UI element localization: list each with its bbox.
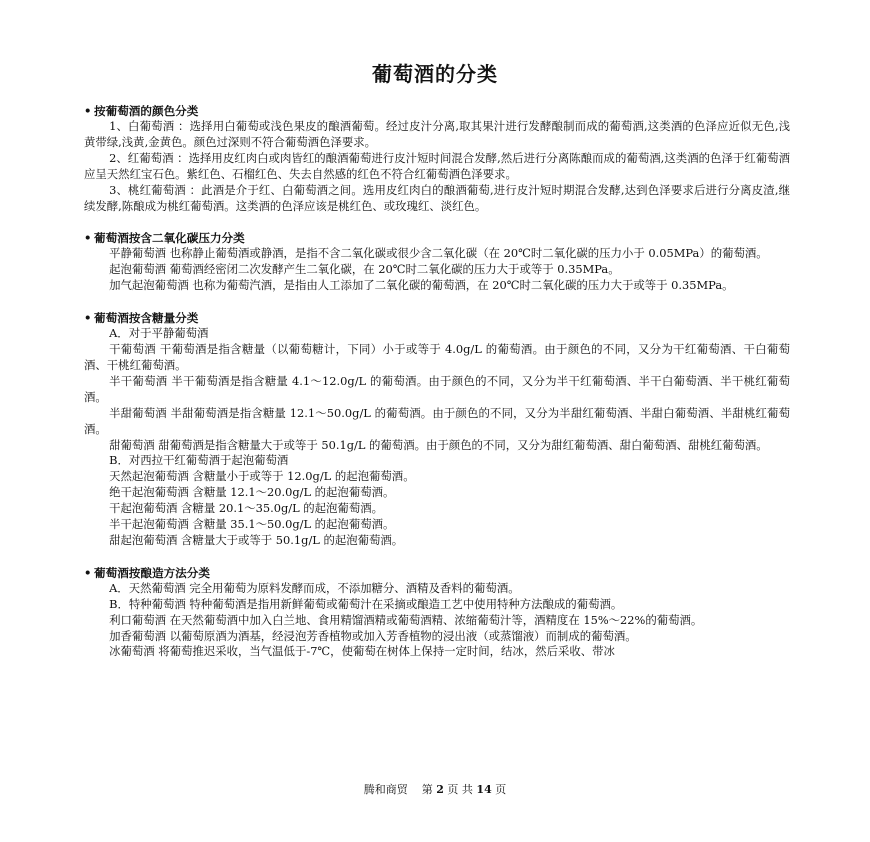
paragraph: 1、白葡萄酒 ：选择用白葡萄或浅色果皮的酿酒葡萄。经过皮汁分离,取其果汁进行发酵酿制而成的葡萄酒,这类酒的色泽应近似无色,浅黄带绿,浅黄,金黄色。颜色过深则不符合葡萄酒色泽要求。 [84,119,790,149]
footer-page-suffix: 页 [495,783,507,796]
paragraph: B．对西拉干红葡萄酒于起泡葡萄酒 [109,453,289,468]
paragraph: 甜葡萄酒 甜葡萄酒是指含糖量大于或等于 50.1g/L 的葡萄酒。由于颜色的不同，又分为甜红葡萄酒、甜白葡萄酒、甜桃红葡萄酒。 [109,437,768,452]
section-heading [84,310,790,326]
document-body [84,103,790,676]
section-color [84,103,790,214]
paragraph: 冰葡萄酒 将葡萄推迟采收，当气温低于-7℃，使葡萄在树体上保持一定时间，结冰，然后采收、带冰 [109,644,615,659]
paragraph: 利口葡萄酒 在天然葡萄酒中加入白兰地、食用精馏酒精或葡萄酒精、浓缩葡萄汁等，酒精度在 15%～22%的葡萄酒。 [109,612,703,627]
section-sugar [84,310,790,549]
section-method [84,565,790,661]
paragraph: 干葡萄酒 干葡萄酒是指含糖量（以葡萄糖计，下同）小于或等于 4.0g/L 的葡萄酒。由于颜色的不同，又分为干红葡萄酒、干白葡萄酒、干桃红葡萄酒。 [84,342,790,372]
paragraph: 平静葡萄酒 也称静止葡萄酒或静酒，是指不含二氧化碳或很少含二氧化碳（在 20℃时二氧化碳的压力小于 0.05MPa）的葡萄酒。 [109,246,768,261]
section-heading-text: 葡萄酒按酿造方法分类 [94,565,210,580]
section-heading [84,565,790,581]
bullet-icon: • [84,231,92,246]
paragraph: 绝干起泡葡萄酒 含糖量 12.1～20.0g/L 的起泡葡萄酒。 [109,485,395,500]
paragraph: 半干起泡葡萄酒 含糖量 35.1～50.0g/L 的起泡葡萄酒。 [109,517,395,532]
paragraph: A．天然葡萄酒 完全用葡萄为原料发酵而成，不添加糖分、酒精及香料的葡萄酒。 [109,580,520,595]
paragraph: 甜起泡葡萄酒 含糖量大于或等于 50.1g/L 的起泡葡萄酒。 [109,532,404,547]
paragraph: A．对于平静葡萄酒 [109,326,209,341]
bullet-icon: • [84,104,92,118]
paragraph: 加气起泡葡萄酒 也称为葡萄汽酒，是指由人工添加了二氧化碳的葡萄酒，在 20℃时二氧化碳的压力大于或等于 0.35MPa。 [109,278,734,293]
footer-company: 腾和商贸 [363,783,408,796]
paragraph: 3、桃红葡萄酒 ：此酒是介于红、白葡萄酒之间。选用皮红肉白的酿酒葡萄,进行皮汁短时期混合发酵,达到色泽要求后进行分离皮渣,继续发酵,陈酿成为桃红葡萄酒。这类酒的色泽应该是桃红色、或玫瑰红、淡红色。 [84,182,790,213]
section-heading [84,230,790,246]
paragraph: 半甜葡萄酒 半甜葡萄酒是指含糖量 12.1～50.0g/L 的葡萄酒。由于颜色的不同，又分为半甜红葡萄酒、半甜白葡萄酒、半甜桃红葡萄酒。 [84,405,790,436]
section-heading-text: 葡萄酒按含二氧化碳压力分类 [94,231,245,246]
paragraph: 起泡葡萄酒 葡萄酒经密闭二次发酵产生二氧化碳，在 20℃时二氧化碳的压力大于或等于 0.35MPa。 [109,262,620,277]
section-heading-text: 按葡萄酒的颜色分类 [94,104,199,118]
footer-page-total: 14 [476,783,492,796]
page-title: 葡萄酒的分类 [372,62,498,86]
paragraph: 天然起泡葡萄酒 含糖量小于或等于 12.0g/L 的起泡葡萄酒。 [109,469,415,484]
footer-page-mid: 页 共 [447,783,473,796]
page-footer [0,781,870,797]
bullet-icon: • [84,565,92,580]
paragraph: 干起泡葡萄酒 含糖量 20.1～35.0g/L 的起泡葡萄酒。 [109,501,383,516]
section-co2 [84,230,790,294]
footer-page-prefix: 第 [421,783,433,796]
section-heading [84,103,790,119]
paragraph: 加香葡萄酒 以葡萄原酒为酒基，经浸泡芳香植物或加入芳香植物的浸出液（或蒸馏液）而制成的葡萄酒。 [109,628,637,643]
section-heading-text: 葡萄酒按含糖量分类 [94,311,199,326]
paragraph: 半干葡萄酒 半干葡萄酒是指含糖量 4.1～12.0g/L 的葡萄酒。由于颜色的不同，又分为半干红葡萄酒、半干白葡萄酒、半干桃红葡萄酒。 [84,373,790,404]
bullet-icon: • [84,311,92,326]
footer-page-number: 2 [436,783,444,796]
paragraph: 2、红葡萄酒 ：选择用皮红肉白或肉皆红的酿酒葡萄进行皮汁短时间混合发酵,然后进行分离陈酿而成的葡萄酒,这类酒的色泽于红葡萄酒应呈天然红宝石色。紫红色、石榴红色、失去自然感的红色不符合红葡萄酒色泽要求。 [84,150,790,181]
paragraph: B．特种葡萄酒 特种葡萄酒是指用新鲜葡萄或葡萄汁在采摘或酿造工艺中使用特种方法酿成的葡萄酒。 [109,596,623,611]
